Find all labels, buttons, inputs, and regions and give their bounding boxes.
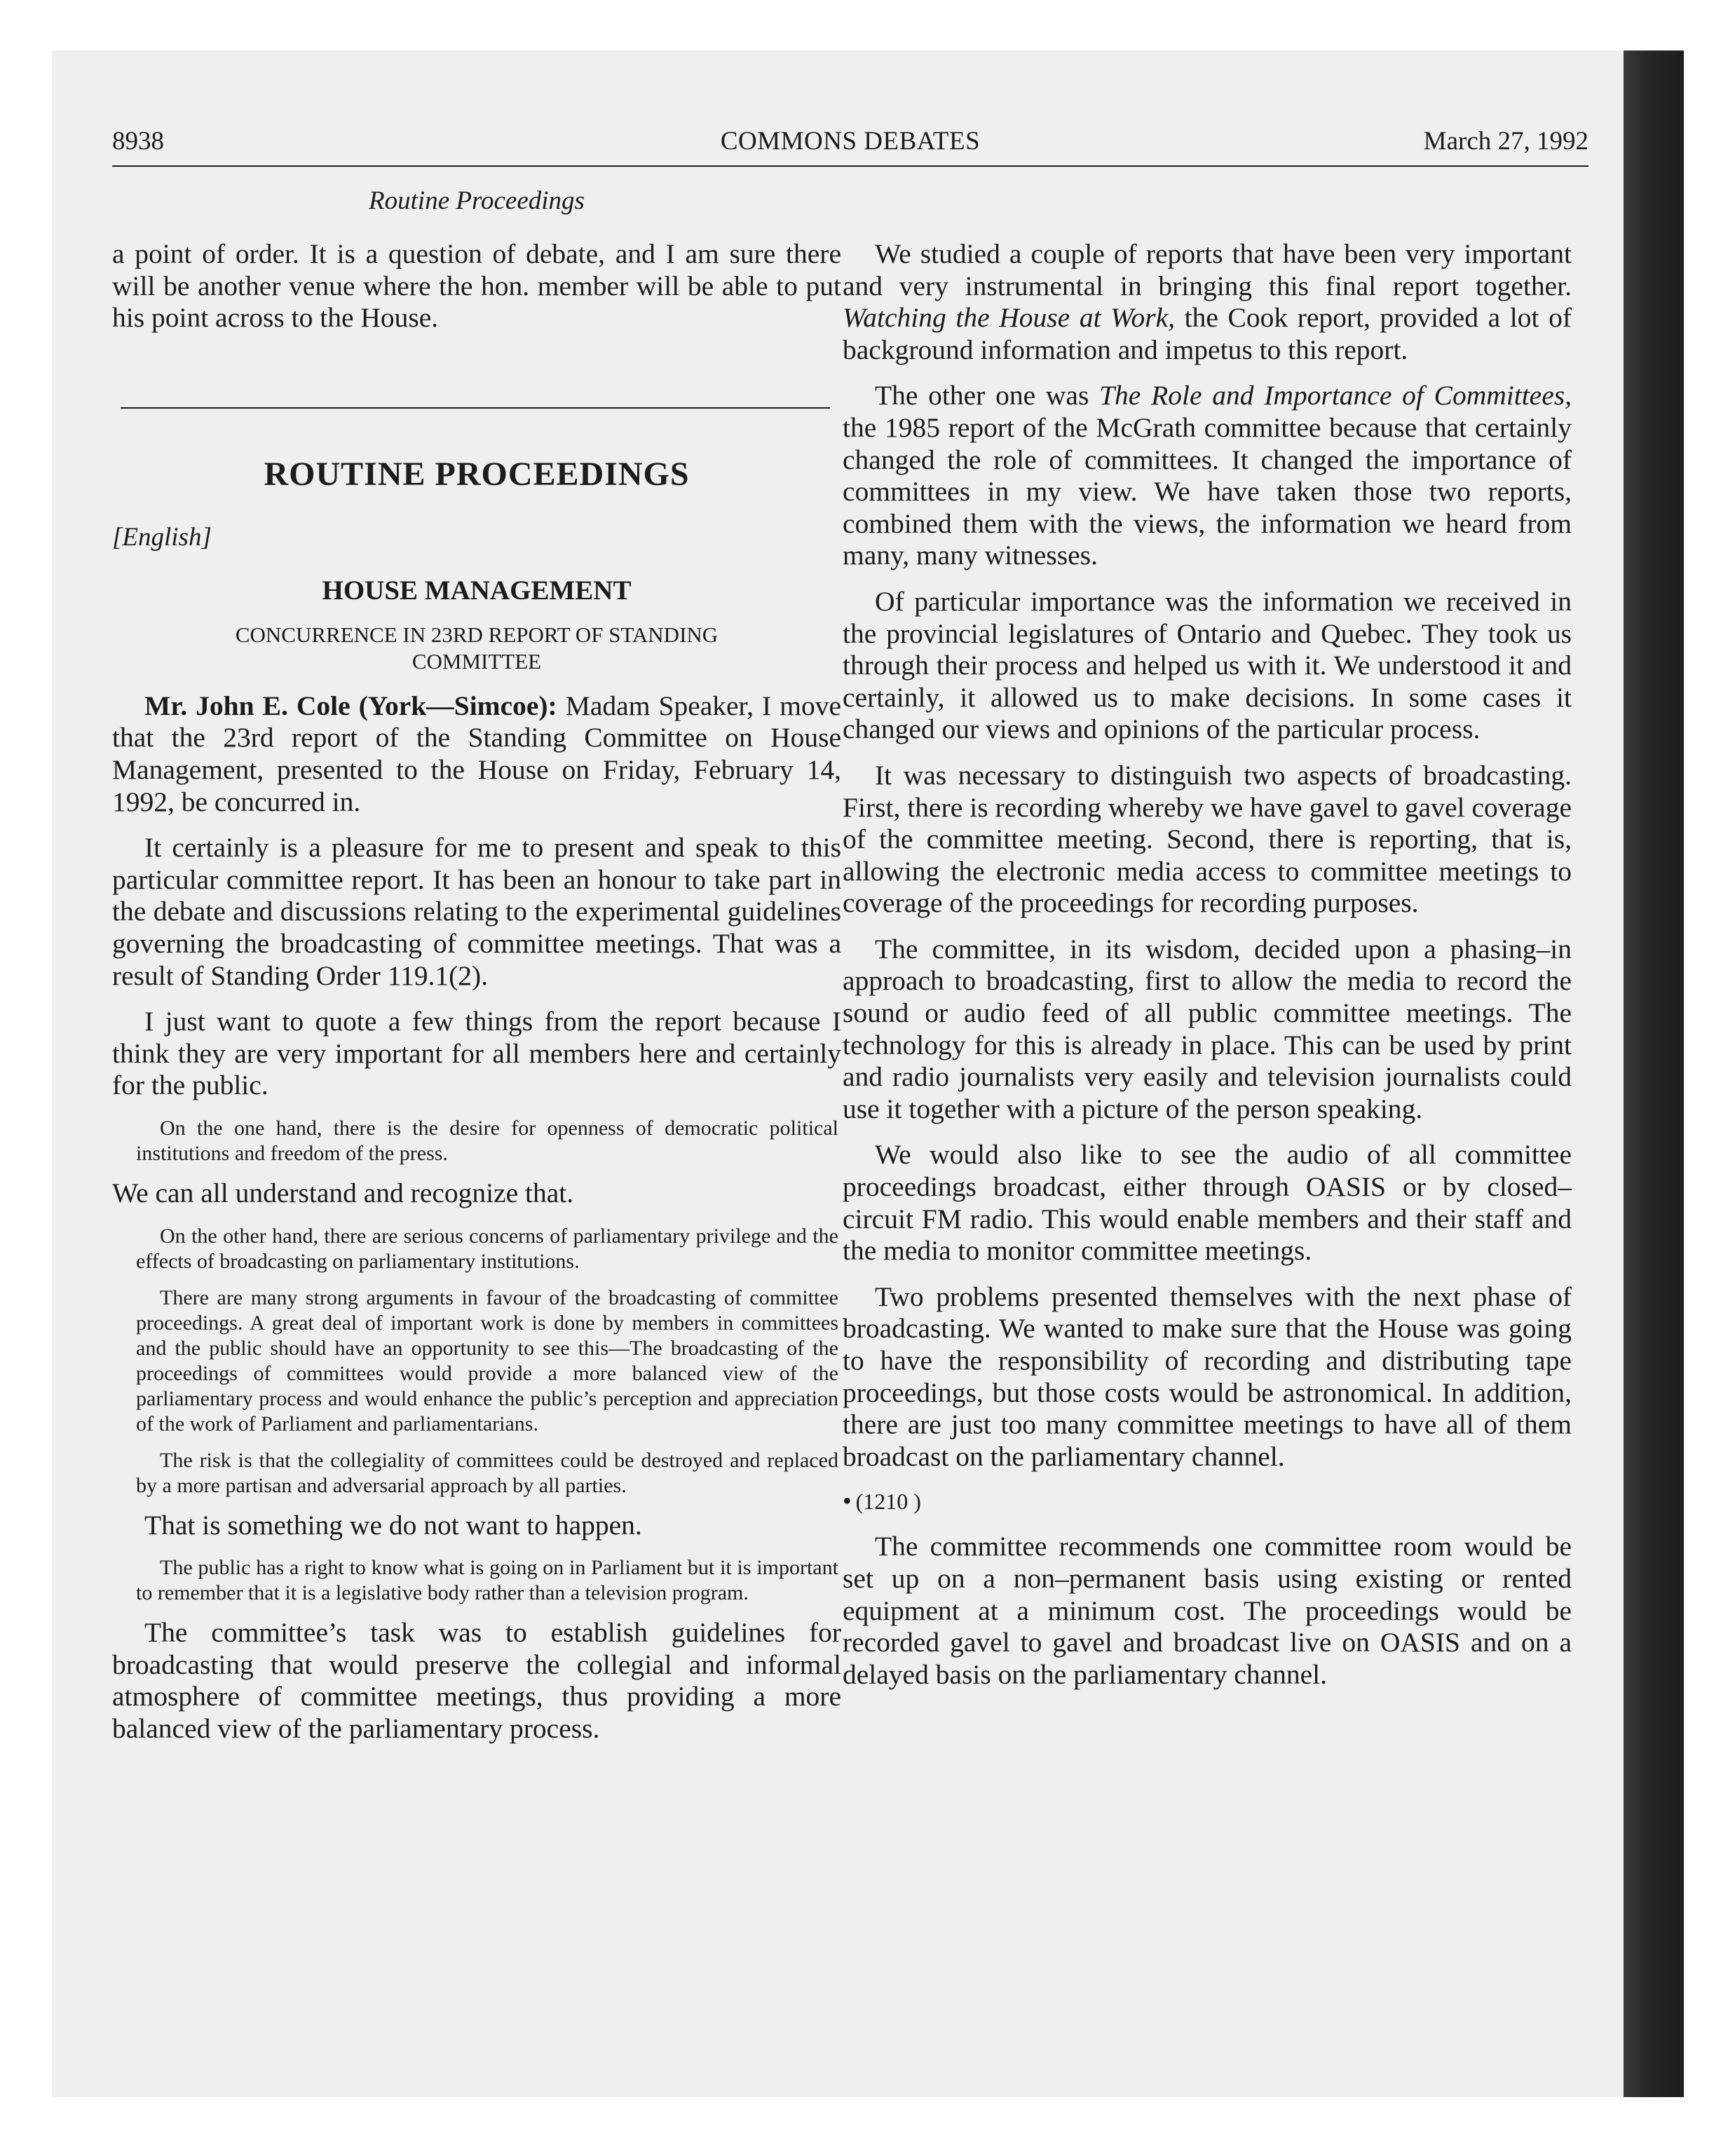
quotation: On the other hand, there are serious concerns of parliamentary privilege and the effects of broadcasting on parliamentary institutions. [136,1224,838,1273]
paragraph [843,238,1572,366]
scan-dark-edge [1624,50,1684,2097]
text-run: the Cook report, provided a lot of background information and impetus to this report. [843,302,1572,365]
time-marker [843,1487,1572,1515]
paragraph: Two problems presented themselves with the next phase of broadcasting. We wanted to make sure that the House was going to have the responsibility of recording and distributing tape proceedings, but those costs would be astronomical. In addition, there are just too many committee meetings to have all of them broadcast on the parliamentary channel. [843,1281,1572,1472]
section-divider [121,407,830,409]
motion-text: Madam Speaker, I move that the 23rd report of the Standing Committee on House Management, presented to the House on Friday, February 14, 1992, be concurred in. [112,690,841,817]
subsubsection-title: CONCURRENCE IN 23RD REPORT OF STANDING COMMITTEE [235,622,719,674]
paragraph: We can all understand and recognize that. [112,1177,574,1208]
page-header [112,121,1588,163]
paragraph: The committee recommends one committee room would be set up on a non–permanent basis using existing or rented equipment at a minimum cost. The proceedings would be recorded gavel to gavel and broadcast live on OASIS and on a delayed basis on the parliamentary channel. [843,1531,1572,1690]
paragraph: That is something we do not want to happen. [144,1509,642,1541]
running-head: Routine Proceedings [369,186,585,215]
quotation: There are many strong arguments in favour of the broadcasting of committee proceedings. A great deal of important work is done by members in committees and the public should have an opportunity to see this—The broadcasting of the proceedings of committees would provide a more balanced view of the parliamentary process and would enhance the public’s perception and appreciation of the work of Parliament and parliamentarians. [136,1285,838,1435]
right-column [843,238,1572,1705]
section-title: ROUTINE PROCEEDINGS [264,455,690,493]
paragraph: We would also like to see the audio of all committee proceedings broadcast, either through OASIS or by closed–circuit FM radio. This would enable members and their staff and the media to monitor committee meetings. [843,1139,1572,1267]
report-title: Watching the House at Work, [843,302,1175,334]
quotation: The public has a right to know what is going on in Parliament but it is important to remember that it is a legislative body rather than a television program. [136,1556,838,1605]
paragraph-motion [112,690,841,818]
report-title: The Role and Importance of Committees, [1099,380,1572,411]
paragraph: I just want to quote a few things from the report because I think they are very important for all members here and certainly for the public. [112,1006,841,1101]
publication-date: March 27, 1992 [1423,127,1588,156]
left-column [112,238,841,1759]
speaker-name: Mr. John E. Cole (York—Simcoe): [144,690,557,721]
paragraph: It certainly is a pleasure for me to present and speak to this particular committee report. It has been an honour to take part in the debate and discussions relating to the experimental guidelines governing the broadcasting of committee meetings. That was a result of Standing Order 119.1(2). [112,832,841,991]
subsection-title: HOUSE MANAGEMENT [322,575,632,606]
paragraph [843,380,1572,572]
page-number: 8938 [112,127,164,156]
paragraph-continued: a point of order. It is a question of debate, and I am sure there will be another venue where the hon. member will be able to put his point across to the House. [112,238,841,334]
paragraph: Of particular importance was the information we received in the provincial legislatures of Ontario and Quebec. They took us through their process and helped us with it. We understood it and certainly, it allowed us to make decisions. In some cases it changed our views and opinions of the particular process. [843,585,1572,745]
publication-title: COMMONS DEBATES [720,127,981,156]
text-run: the 1985 report of the McGrath committee because that certainly changed the role of committees. It changed the importance of committees in my view. We have taken those two reports, combined them with the views, the information we heard from many, many witnesses. [843,411,1572,571]
quotation: The risk is that the collegiality of committees could be destroyed and replaced by a more partisan and adversarial approach by all parties. [136,1448,838,1497]
quotation: On the one hand, there is the desire for openness of democratic political institutions and freedom of the press. [136,1116,838,1165]
language-marker: [English] [112,522,212,552]
header-rule [112,165,1588,167]
time-marker-text: (1210 ) [855,1489,921,1515]
text-run: The other one was [875,380,1100,411]
scanned-page [52,50,1684,2097]
text-run: We studied a couple of reports that have been very important and very instrumental in bringing this final report together. [843,238,1572,301]
paragraph: The committee’s task was to establish guidelines for broadcasting that would preserve the collegial and informal atmosphere of committee meetings, thus providing a more balanced view of the parliamentary process. [112,1617,841,1744]
paragraph: It was necessary to distinguish two aspects of broadcasting. First, there is recording whereby we have gavel to gavel coverage of the committee meeting. Second, there is reporting, that is, allowing the electronic media access to committee meetings to coverage of the proceedings for recording purposes. [843,759,1572,919]
bullet-icon: • [843,1487,852,1515]
paragraph: The committee, in its wisdom, decided upon a phasing–in approach to broadcasting, first to allow the media to record the sound or audio feed of all public committee meetings. The technology for this is already in place. This can be used by print and radio journalists very easily and television journalists could use it together with a picture of the person speaking. [843,933,1572,1124]
